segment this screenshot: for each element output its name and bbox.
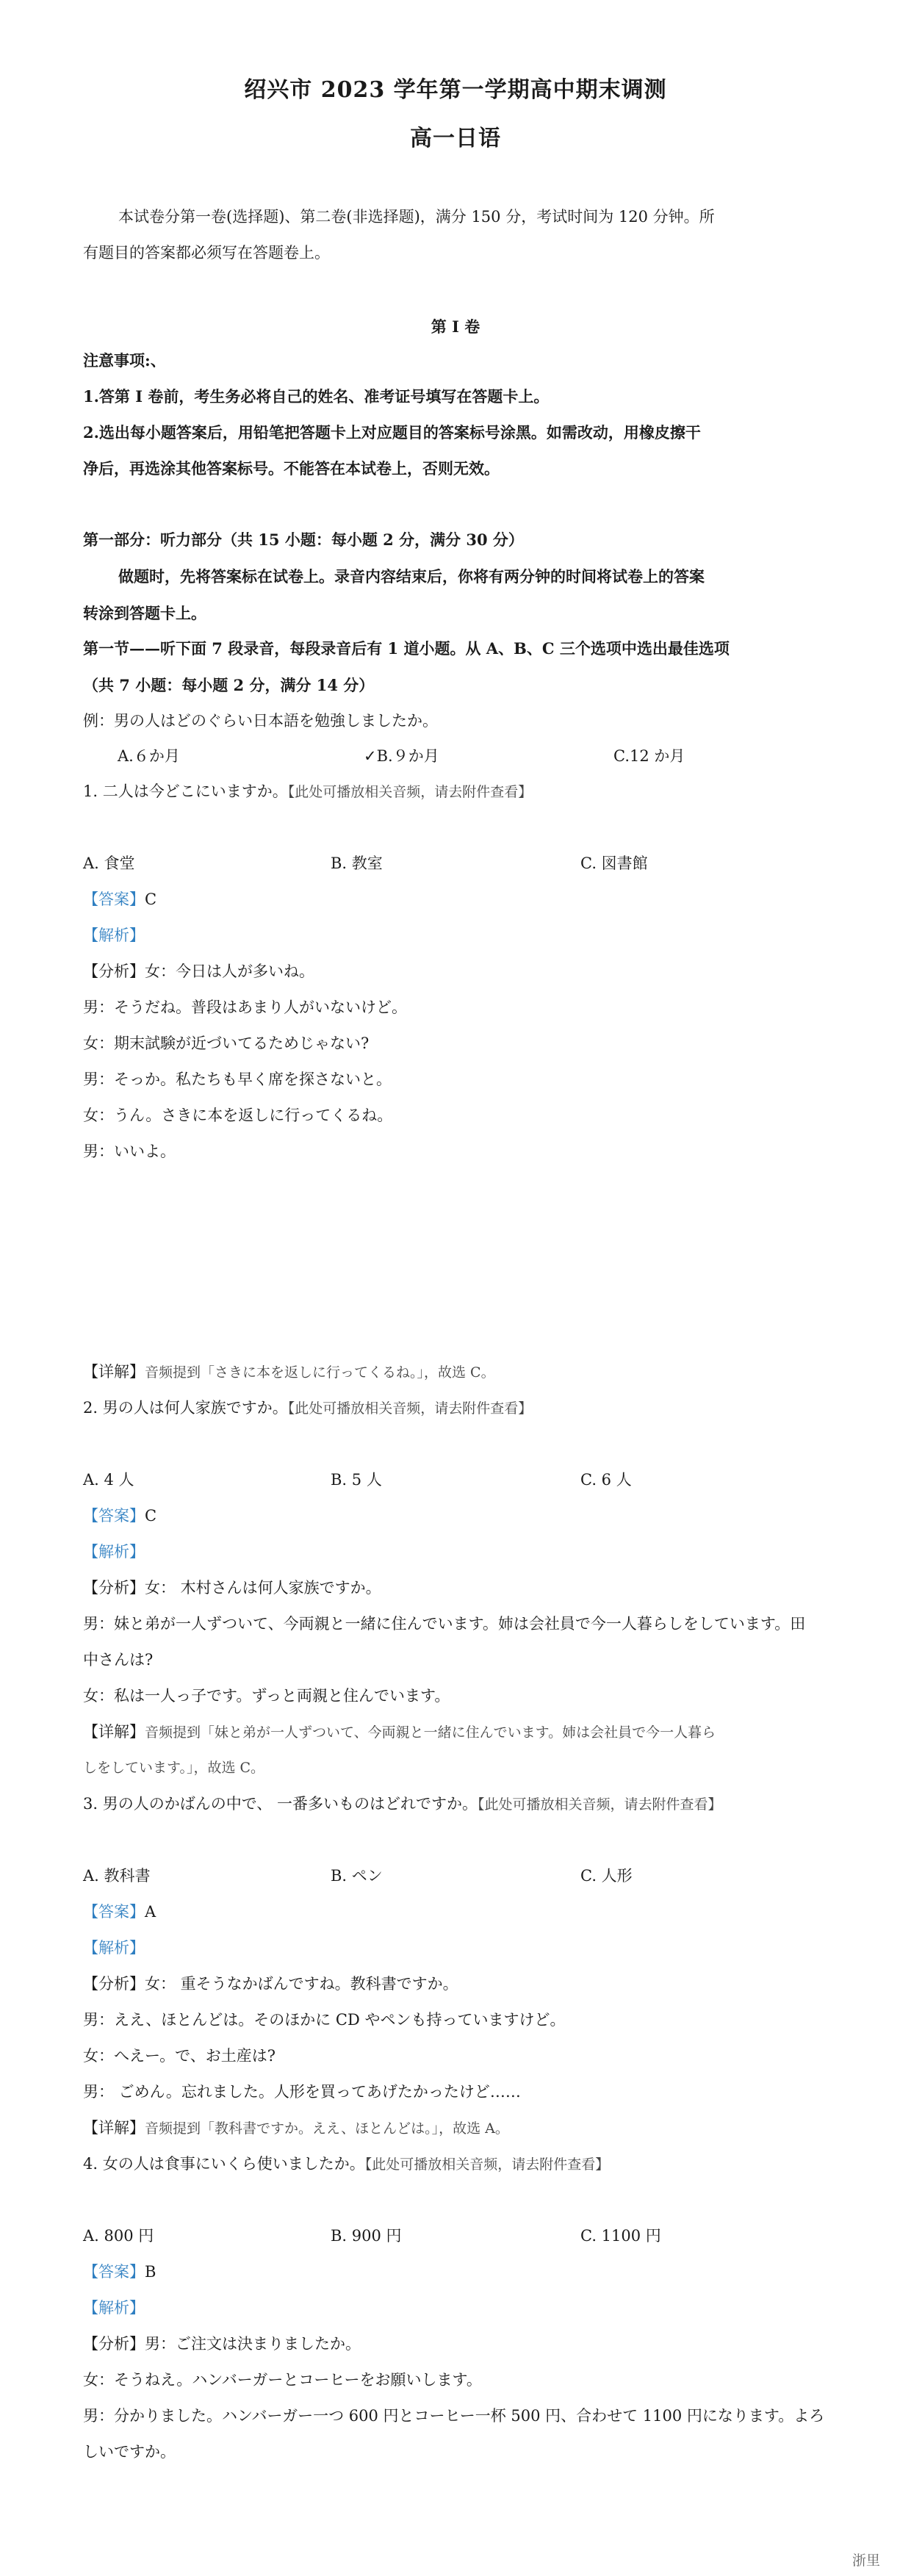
part1-desc-1: 做题时，先将答案标在试卷上。录音内容结束后，你将有两分钟的时间将试卷上的答案	[118, 567, 705, 586]
part1-heading: 第一部分：听力部分（共 15 小题：每小题 2 分，满分 30 分）	[83, 530, 524, 549]
q3-analysis-label: 【解析】	[83, 1939, 145, 1957]
question-3-text: 3. 男の人のかばんの中で、 一番多いものはどれですか。	[83, 1795, 478, 1813]
q2-option-b: B. 5 人	[331, 1471, 382, 1489]
q1-dialogue-6: 男：いいよ。	[83, 1143, 176, 1160]
q4-option-a: A. 800 円	[83, 2227, 154, 2245]
q1-option-b: B. 教室	[331, 855, 383, 872]
answer-label: 【答案】	[83, 891, 145, 908]
q1-dialogue-4: 男：そっか。私たちも早く席を探さないと。	[83, 1071, 392, 1088]
detail-text: 音频提到「教科書ですか。ええ、ほとんどは。」，故选 A。	[145, 2120, 509, 2137]
q2-detail-1	[83, 1721, 828, 1744]
q4-dialogue-2: 女：そうねえ。ハンバーガーとコーヒーをお願いします。	[83, 2371, 482, 2389]
q3-option-a: A. 教科書	[83, 1867, 151, 1885]
fenxi-label: 【分析】	[83, 1975, 145, 1993]
fenxi-label: 【分析】	[83, 2335, 145, 2353]
q1-dialogue-1	[83, 960, 828, 982]
q1-option-a: A. 食堂	[83, 855, 135, 872]
q1-dialogue-3: 女：期末試験が近づいてるためじゃない?	[83, 1035, 370, 1052]
question-1-text: 1. 二人は今どこにいますか。	[83, 782, 288, 800]
q2-option-a: A. 4 人	[83, 1471, 134, 1489]
q1-analysis-label: 【解析】	[83, 927, 145, 944]
dialogue-line: 女： 重そうなかばんですね。教科書ですか。	[145, 1975, 458, 1993]
detail-text: 音频提到「さきに本を返しに行ってくるね。」，故选 C。	[145, 1364, 495, 1381]
detail-label: 【详解】	[83, 1723, 145, 1741]
section-a-line-2: （共 7 小题：每小题 2 分，满分 14 分）	[83, 676, 375, 694]
dialogue-line: 女：今日は人が多いね。	[145, 963, 314, 980]
section-a-line-1: 第一节——听下面 7 段录音，每段录音后有 1 道小题。从 A、B、C 三个选项中选出最佳选项	[83, 639, 730, 658]
audio-note[interactable]: 【此处可播放相关音频，请去附件查看】	[477, 1796, 722, 1813]
q2-option-c: C. 6 人	[580, 1471, 632, 1489]
dialogue-line: 男：ご注文は決まりましたか。	[145, 2335, 361, 2353]
q4-option-c: C. 1100 円	[580, 2227, 661, 2245]
q2-dialogue-1	[83, 1577, 828, 1599]
question-1	[83, 780, 828, 803]
q4-answer	[83, 2261, 828, 2283]
page-title: 绍兴市 2023 学年第一学期高中期末调测	[244, 77, 667, 103]
page-subtitle: 高一日语	[410, 126, 501, 151]
q1-answer-value: C	[145, 891, 157, 908]
q2-detail-2: しをしています。」，故选 C。	[83, 1760, 265, 1776]
footer-watermark: 浙里	[851, 2552, 880, 2569]
q3-detail	[83, 2117, 828, 2140]
q1-option-c: C. 図書館	[580, 855, 648, 872]
intro-line-1: 本试卷分第一卷(选择题)、第二卷(非选择题)，满分 150 分，考试时间为 120 分钟。所	[118, 208, 715, 226]
example-question: 例：男の人はどのぐらい日本語を勉強しましたか。	[83, 712, 438, 730]
q3-answer-value: A	[145, 1903, 156, 1921]
answer-label: 【答案】	[83, 2263, 145, 2281]
question-4	[83, 2153, 828, 2176]
q4-option-b: B. 900 円	[331, 2227, 402, 2245]
q4-analysis-label: 【解析】	[83, 2299, 145, 2317]
q4-dialogue-3: 男：分かりました。ハンバーガー一つ 600 円とコーヒー一杯 500 円、合わせて 1100 円になります。よろ	[83, 2407, 825, 2425]
example-option-b: ✓B.９か月	[364, 747, 439, 765]
q2-dialogue-4: 女：私は一人っ子です。ずっと両親と住んでいます。	[83, 1687, 450, 1705]
intro-line-2: 有题目的答案都必须写在答题卷上。	[83, 244, 330, 262]
audio-note[interactable]: 【此处可播放相关音频，请去附件查看】	[287, 784, 533, 800]
q3-dialogue-1	[83, 1973, 828, 1995]
section-heading: 第 I 卷	[431, 317, 480, 336]
q4-dialogue-1	[83, 2333, 828, 2355]
q4-answer-value: B	[145, 2263, 156, 2281]
q1-answer	[83, 888, 828, 910]
q3-dialogue-4: 男： ごめん。忘れました。人形を買ってあげたかったけど……	[83, 2083, 521, 2101]
q1-dialogue-2: 男：そうだね。普段はあまり人がいないけど。	[83, 999, 407, 1016]
q2-answer-value: C	[145, 1507, 157, 1525]
q3-option-b: B. ペン	[331, 1867, 383, 1885]
q3-dialogue-2: 男：ええ、ほとんどは。そのほかに CD やペンも持っていますけど。	[83, 2011, 566, 2029]
q3-option-c: C. 人形	[580, 1867, 633, 1885]
q2-dialogue-2: 男：妹と弟が一人ずついて、今両親と一緒に住んでいます。姉は会社員で今一人暮らしをしています。田	[83, 1615, 806, 1633]
answer-label: 【答案】	[83, 1903, 145, 1921]
answer-label: 【答案】	[83, 1507, 145, 1525]
question-3	[83, 1793, 828, 1816]
example-option-a: A.６か月	[118, 747, 180, 765]
audio-note[interactable]: 【此处可播放相关音频，请去附件查看】	[364, 2156, 610, 2173]
audio-note[interactable]: 【此处可播放相关音频，请去附件查看】	[287, 1400, 533, 1417]
rule-1: 1.答第 I 卷前，考生务必将自己的姓名、准考证号填写在答题卡上。	[83, 387, 550, 406]
q1-detail	[83, 1361, 828, 1384]
question-2	[83, 1397, 828, 1420]
detail-text: 音频提到「妹と弟が一人ずついて、今両親と一緒に住んでいます。姉は会社員で今一人暮ら	[145, 1724, 716, 1741]
q1-dialogue-5: 女：うん。さきに本を返しに行ってくるね。	[83, 1107, 393, 1124]
part1-desc-2: 转涂到答题卡上。	[83, 604, 206, 622]
rule-2b: 净后，再选涂其他答案标号。不能答在本试卷上，否则无效。	[83, 459, 500, 478]
q4-dialogue-4: しいですか。	[83, 2443, 176, 2461]
question-4-text: 4. 女の人は食事にいくら使いましたか。	[83, 2155, 365, 2173]
notice-heading: 注意事项:、	[83, 351, 166, 370]
fenxi-label: 【分析】	[83, 963, 145, 980]
detail-label: 【详解】	[83, 2119, 145, 2137]
example-option-c: C.12 か月	[613, 747, 685, 765]
q3-dialogue-3: 女：へえー。で、お土産は?	[83, 2047, 276, 2065]
rule-2a: 2.选出每小题答案后，用铅笔把答题卡上对应题目的答案标号涂黑。如需改动，用橡皮擦干	[83, 423, 701, 442]
q3-answer	[83, 1901, 828, 1923]
question-2-text: 2. 男の人は何人家族ですか。	[83, 1399, 288, 1417]
detail-label: 【详解】	[83, 1363, 145, 1381]
dialogue-line: 女： 木村さんは何人家族ですか。	[145, 1579, 381, 1597]
fenxi-label: 【分析】	[83, 1579, 145, 1597]
q2-answer	[83, 1505, 828, 1527]
q2-analysis-label: 【解析】	[83, 1543, 145, 1561]
q2-dialogue-3: 中さんは?	[83, 1651, 154, 1669]
